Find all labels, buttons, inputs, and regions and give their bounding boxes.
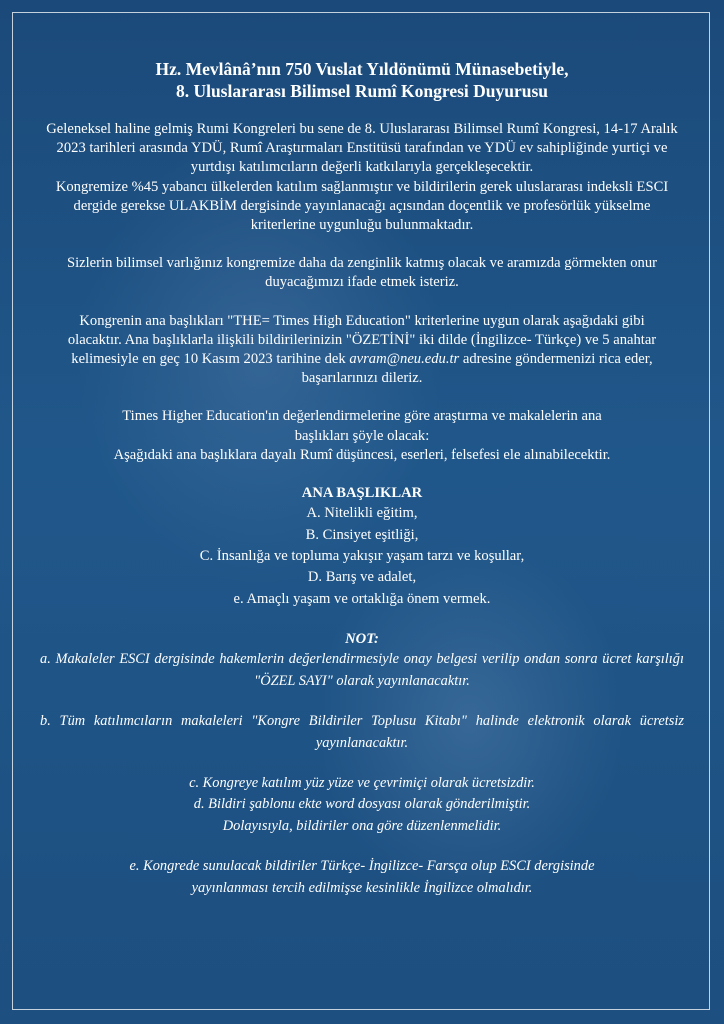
headings-title: ANA BAŞLIKLAR: [301, 485, 423, 502]
title-line-2: 8. Uluslararası Bilimsel Rumî Kongresi Duyurusu: [175, 81, 549, 101]
note-item-d-line-2: Dolayısıyla, bildiriler ona göre düzenlenmelidir.: [222, 817, 502, 834]
topics-intro-closing: adresine göndermenizi rica eder, başarılarınızı dileriz.: [301, 351, 653, 387]
heading-item: e. Amaçlı yaşam ve ortaklığa önem vermek.: [233, 590, 491, 607]
heading-item: C. İnsanlığa ve topluma yakışır yaşam tarzı ve koşullar,: [199, 548, 525, 565]
invite-paragraph: Sizlerin bilimsel varlığınız kongremize daha da zenginlik katmış olacak ve aramızda görmekten onur duyacağımızı ifade etmek isteriz.: [66, 255, 658, 291]
the-section-line-2: Aşağıdaki ana başlıklara dayalı Rumî düşüncesi, eserleri, felsefesi ele alınabilecektir.: [113, 446, 611, 463]
contact-email[interactable]: avram@neu.edu.tr: [349, 351, 460, 368]
topics-intro-text: Kongrenin ana başlıkları "THE= Times High Education" kriterlerine uygun olarak aşağıdaki gibi olacaktır. Ana başlıklarla ilişkili bildirilerinizin "ÖZETİNİ" iki dilde (İngilizce- Türkçe) ve 5 anahtar kelimesiyle en geç 10 Kasım 2023 tarihine dek: [67, 312, 657, 368]
the-section-line-1: Times Higher Education'ın değerlendirmelerine göre araştırma ve makalelerin ana başlıkları şöyle olacak:: [122, 408, 602, 444]
note-item-b: b. Tüm katılımcıların makaleleri "Kongre Bildiriler Toplusu Kitabı" halinde elektronik olarak ücretsiz yayınlanacaktır.: [40, 713, 684, 751]
note-item-d-line-1: d. Bildiri şablonu ekte word dosyası olarak gönderilmiştir.: [193, 796, 531, 813]
intro-paragraph-1: Geleneksel haline gelmiş Rumi Kongreleri bu sene de 8. Uluslararası Bilimsel Rumî Kongresi, 14-17 Aralık 2023 tarihleri arasında YDÜ, Rumî Araştırmaları Enstitüsü tarafından ve YDÜ ev sahipliğinde yurtiçi ve yurtdışı katılımcıların değerli katkılarıyla gerçekleşecektir.: [46, 121, 678, 176]
title-line-1: Hz. Mevlânâ’nın 750 Vuslat Yıldönümü Münasebetiyle,: [155, 59, 569, 79]
note-item-a: a. Makaleler ESCI dergisinde hakemlerin değerlendirmesiyle onay belgesi verilip ondan sonra ücret karşılığı "ÖZEL SAYI" olarak yayınlanacaktır.: [40, 651, 684, 689]
announcement-content: [40, 58, 684, 899]
headings-list: [40, 503, 684, 610]
note-item-e: e. Kongrede sunulacak bildiriler Türkçe- İngilizce- Farsça olup ESCI dergisinde yayınlanması tercih edilmişse kesinlikle İngilizce olmalıdır.: [129, 858, 595, 896]
heading-item: A. Nitelikli eğitim,: [306, 505, 418, 522]
announcement-title: [40, 58, 684, 102]
heading-item: D. Barış ve adalet,: [307, 569, 417, 586]
note-title: NOT:: [345, 631, 379, 648]
heading-item: B. Cinsiyet eşitliği,: [305, 526, 419, 543]
note-item-c: c. Kongreye katılım yüz yüze ve çevrimiçi olarak ücretsizdir.: [189, 774, 535, 791]
intro-paragraph-2: Kongremize %45 yabancı ülkelerden katılım sağlanmıştır ve bildirilerin gerek uluslararası indeksli ESCI dergide gerekse ULAKBİM dergisinde yayınlanacağı açısından doçentlik ve profesörlük yükselme kriterlerine uygunluğu bulunmaktadır.: [55, 178, 669, 234]
note-section: [40, 629, 684, 899]
topics-intro-paragraph: [40, 312, 684, 389]
